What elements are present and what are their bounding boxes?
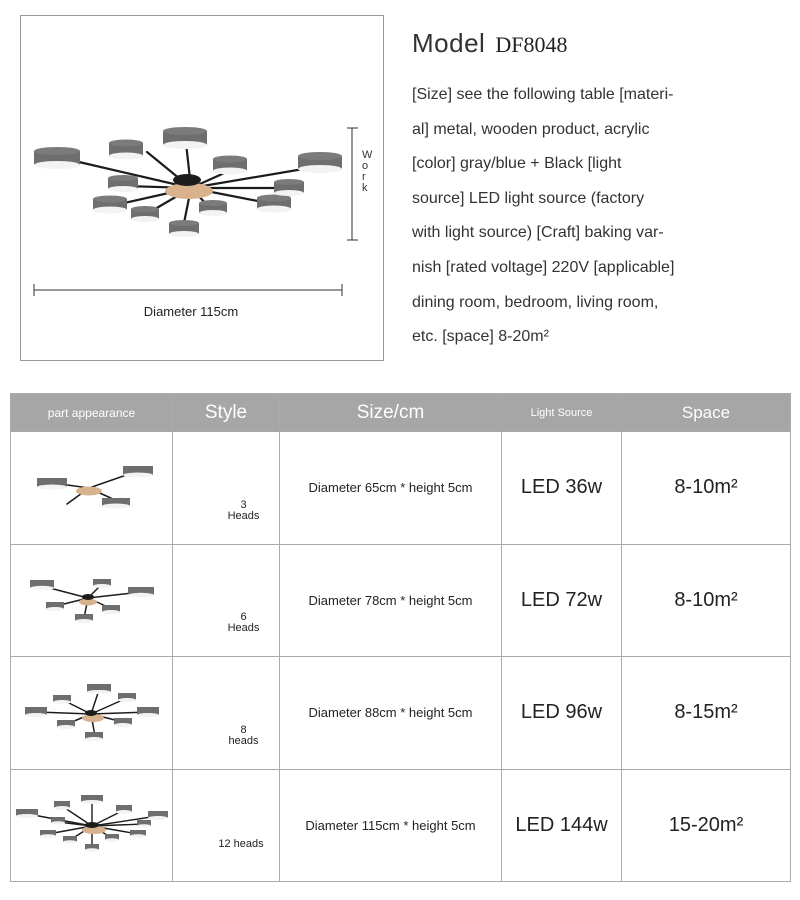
description-line: nish [rated voltage] 220V [applicable] <box>412 258 675 276</box>
work-height-label: W o r k <box>362 149 373 194</box>
description-line: source] LED light source (factory <box>412 189 645 207</box>
ceiling-lamp-3-heads-icon <box>27 458 157 518</box>
style-cell <box>173 544 280 657</box>
style-count: 3 <box>240 498 247 511</box>
product-description <box>412 78 694 355</box>
style-word: heads <box>228 734 259 747</box>
table-row <box>11 544 791 657</box>
model-code: DF8048 <box>495 32 568 57</box>
product-image-panel <box>20 15 384 361</box>
size-cell: Diameter 88cm * height 5cm <box>280 657 502 770</box>
part-appearance-cell <box>11 657 173 770</box>
ceiling-lamp-12-heads-icon <box>34 127 342 237</box>
ceiling-lamp-6-heads-icon <box>22 570 162 630</box>
style-count: 8 <box>240 723 247 736</box>
header-part-appearance: part appearance <box>11 394 173 432</box>
spec-table <box>10 393 791 882</box>
light-source-cell: LED 36w <box>502 432 622 545</box>
diameter-dimension-marker <box>34 284 342 296</box>
description-line: [color] gray/blue + Black [light <box>412 155 622 173</box>
header-style: Style <box>173 394 280 432</box>
description-line: etc. [space] 8-20m² <box>412 328 549 346</box>
style-cell <box>173 769 280 882</box>
diameter-label: Diameter 115cm <box>143 304 239 319</box>
style-count: 6 <box>240 611 247 624</box>
space-cell: 8-10m² <box>622 544 791 657</box>
description-line: dining room, bedroom, living room, <box>412 293 659 311</box>
size-cell: Diameter 65cm * height 5cm <box>280 432 502 545</box>
light-source-cell: LED 72w <box>502 544 622 657</box>
model-word: Model <box>412 28 486 58</box>
ceiling-lamp-12-heads-icon <box>14 792 170 858</box>
description-line: [Size] see the following table [materi- <box>412 86 674 103</box>
model-heading <box>412 28 567 59</box>
description-line: al] metal, wooden product, acrylic <box>412 120 650 138</box>
description-line: with light source) [Craft] baking var- <box>412 224 664 242</box>
size-cell: Diameter 78cm * height 5cm <box>280 544 502 657</box>
table-row <box>11 657 791 770</box>
space-cell: 8-10m² <box>622 432 791 545</box>
light-source-cell: LED 144w <box>502 769 622 882</box>
style-word: 12 heads <box>218 837 264 850</box>
table-row <box>11 432 791 545</box>
header-size: Size/cm <box>280 394 502 432</box>
style-word: Heads <box>227 622 260 635</box>
header-space: Space <box>622 394 791 432</box>
ceiling-lamp-8-heads-icon <box>19 680 165 746</box>
part-appearance-cell <box>11 432 173 545</box>
table-row <box>11 769 791 882</box>
height-dimension-marker <box>347 128 358 240</box>
space-cell: 15-20m² <box>622 769 791 882</box>
header-light-source: Light Source <box>502 394 622 432</box>
style-cell <box>173 657 280 770</box>
style-cell <box>173 432 280 545</box>
table-header-row <box>11 394 791 432</box>
part-appearance-cell <box>11 544 173 657</box>
size-cell: Diameter 115cm * height 5cm <box>280 769 502 882</box>
space-cell: 8-15m² <box>622 657 791 770</box>
part-appearance-cell <box>11 769 173 882</box>
light-source-cell: LED 96w <box>502 657 622 770</box>
style-word: Heads <box>227 509 260 522</box>
